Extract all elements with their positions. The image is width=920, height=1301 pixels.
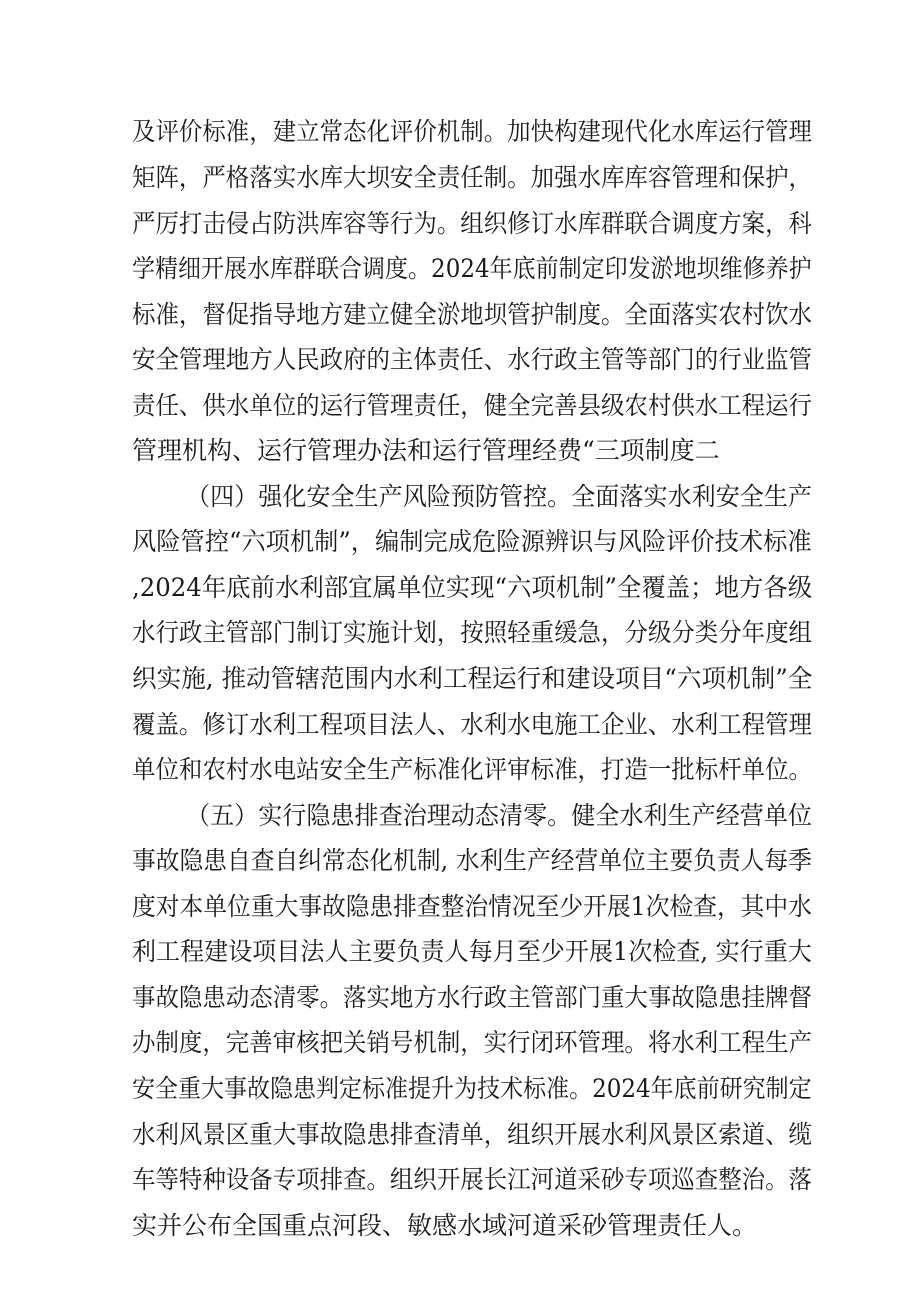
paragraph-2-line-4: 水行政主管部门制订实施计划，按照轻重缓急，分级分类分年度组: [132, 618, 813, 647]
paragraph-1-line-4: 学精细开展水库群联合调度。2024年底前制定印发淤地坝维修养护: [132, 254, 812, 283]
paragraph-2-line-6: 覆盖。修订水利工程项目法人、水利水电施工企业、水利工程管理: [132, 710, 813, 739]
paragraph-2-line-5: 织实施, 推动管辖范围内水利工程运行和建设项目“六项机制”全: [132, 664, 813, 693]
paragraph-1-line-6: 安全管理地方人民政府的主体责任、水行政主管等部门的行业监管: [132, 345, 813, 374]
paragraph-2-line-2: 风险管控“六项机制”，编制完成危险源辨识与风险评价技术标准: [132, 527, 812, 556]
paragraph-3-line-1: （五）实行隐患排查治理动态清零。健全水利生产经营单位: [186, 801, 813, 830]
paragraph-2-line-3: ,2024年底前水利部宜属单位实现“六项机制”全覆盖；地方各级: [132, 573, 813, 602]
paragraph-2-line-1: （四）强化安全生产风险预防管控。全面落实水利安全生产: [186, 482, 813, 511]
paragraph-1-line-3: 严厉打击侵占防洪库容等行为。组织修订水库群联合调度方案，科: [132, 209, 813, 238]
paragraph-3-line-6: 办制度，完善审核把关销号机制，实行闭环管理。将水利工程生产: [132, 1028, 813, 1057]
paragraph-3-line-7: 安全重大事故隐患判定标准提升为技术标准。2024年底前研究制定: [132, 1074, 812, 1103]
paragraph-1-line-1: 及评价标准，建立常态化评价机制。加快构建现代化水库运行管理: [132, 117, 813, 146]
paragraph-1-line-5: 标准，督促指导地方建立健全淤地坝管护制度。全面落实农村饮水: [132, 300, 813, 329]
paragraph-3-line-9: 车等特种设备专项排查。组织开展长江河道采砂专项巡查整治。落: [132, 1165, 813, 1194]
paragraph-1-line-7: 责任、供水单位的运行管理责任，健全完善县级农村供水工程运行: [132, 391, 813, 420]
paragraph-3-line-3: 度对本单位重大事故隐患排查整治情况至少开展1次检查，其中水: [132, 892, 812, 921]
paragraph-3-line-2: 事故隐患自查自纠常态化机制, 水利生产经营单位主要负责人每季: [132, 846, 812, 875]
paragraph-3-line-10: 实并公布全国重点河段、敏感水域河道采砂管理责任人。: [132, 1211, 758, 1240]
paragraph-3-line-5: 事故隐患动态清零。落实地方水行政主管部门重大事故隐患挂牌督: [132, 983, 813, 1012]
paragraph-3-line-4: 利工程建设项目法人主要负责人每月至少开展1次检查, 实行重大: [132, 937, 812, 966]
paragraph-3-line-8: 水利风景区重大事故隐患排查清单，组织开展水利风景区索道、缆: [132, 1120, 813, 1149]
paragraph-2-line-7: 单位和农村水电站安全生产标准化评审标准，打造一批标杆单位。: [132, 755, 813, 784]
paragraph-1-line-2: 矩阵，严格落实水库大坝安全责任制。加强水库库容管理和保护，: [132, 163, 813, 192]
paragraph-1-line-8: 管理机构、运行管理办法和运行管理经费“三项制度二: [132, 436, 720, 465]
